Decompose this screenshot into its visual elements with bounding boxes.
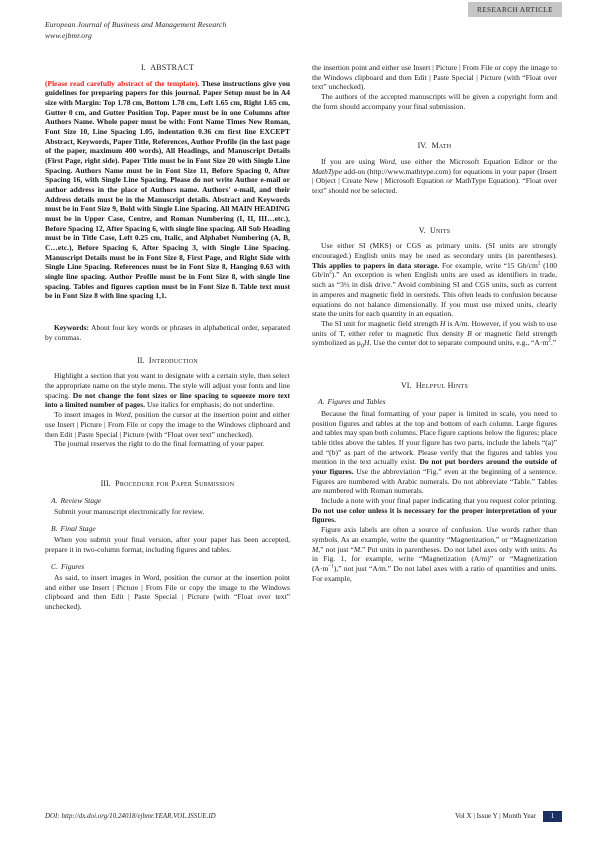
journal-url: www.ejbmr.org bbox=[45, 30, 92, 40]
hints-p1-part-a: Because the final formatting of your paper is limited in scale, you need to position figures and tables at the top and bottom of each column. Large figures and tables may span both columns. Place figure captions below the figures; place table titles above the tables. If your figure has two parts, include the labels “(a)” and “(b)” as part of the artwork. Please verify that the figures and tables you mention in the text actually exist. bbox=[312, 408, 557, 467]
subheading-figures-number: C. bbox=[51, 561, 58, 571]
units-symbol-H2: H bbox=[364, 338, 370, 348]
hints-p1-bold: Do not put borders around the outside of your figures. bbox=[312, 457, 557, 477]
keywords-text: About four key words or phrases in alphabetical order, separated by commas. bbox=[45, 323, 290, 342]
units-p2-part-b: is A/m. However, if you wish to use units of T, either refer to magnetic flux density bbox=[312, 318, 557, 338]
intro-paragraph-2 bbox=[45, 410, 290, 439]
math-p1-part-d: MathType Equation). “Float over text” should bbox=[312, 176, 557, 196]
heading-introduction-number: II. bbox=[137, 355, 145, 365]
units-symbol-B: B bbox=[467, 328, 472, 338]
heading-units-title: Units bbox=[429, 225, 451, 235]
subheading-final-stage-number: B. bbox=[51, 523, 58, 533]
heading-math bbox=[312, 141, 557, 151]
subheading-figures-tables-title: Figures and Tables bbox=[327, 397, 386, 407]
page-footer bbox=[45, 809, 562, 823]
math-word-italic: Word bbox=[379, 157, 395, 167]
heading-hints-number: VI. bbox=[400, 380, 412, 390]
research-article-badge: RESEARCH ARTICLE bbox=[468, 2, 562, 17]
units-paragraph-2 bbox=[312, 319, 557, 351]
units-p1-part-b: For example, write “15 Gb/cm bbox=[439, 260, 538, 270]
subheading-figures bbox=[51, 562, 290, 571]
math-p1-part-c: add-on (http://www.mathtype.com) for equations in your paper (Insert | Object | Create New | Microsoft Equation bbox=[312, 166, 557, 186]
hints-symbol-M2: M bbox=[353, 544, 361, 554]
units-p1-part-c: (100 Gb/in bbox=[312, 260, 557, 280]
footer-doi: DOI: http://dx.doi.org/10.24018/ejbmr.YEAR.VOL.ISSUE.ID bbox=[45, 812, 216, 820]
subheading-final-stage bbox=[51, 524, 290, 533]
hints-p3-part-a: Figure axis labels are often a source of confusion. Use words rather than symbols. As an example, write the quantity “Magnetization,” or “Magnetization bbox=[312, 525, 557, 544]
figures-paragraph-continued: the insertion point and either use Insert | Picture | From File or copy the image to the Windows clipboard and then Edit | Paste Special | Picture (with “Float over text” unchecked). bbox=[312, 63, 557, 92]
heading-units-number: V. bbox=[418, 225, 426, 235]
hints-p3-part-b: ,” not just “ bbox=[318, 544, 354, 554]
heading-abstract-title: ABSTRACT bbox=[150, 63, 194, 72]
hints-sup-minus1: −1 bbox=[328, 563, 334, 570]
subheading-figures-and-tables bbox=[318, 397, 557, 406]
units-p2-part-c: or magnetic field strength symbolized as μ bbox=[312, 328, 557, 348]
heading-procedure bbox=[45, 479, 290, 489]
left-column bbox=[45, 63, 290, 803]
units-sup-cm2: 2 bbox=[537, 260, 541, 267]
units-p2-part-a: The SI unit for magnetic field strength bbox=[321, 318, 440, 328]
hints-p3-part-d: ),” not just “A/m.” Do not label axes with a ratio of quantities and units. For example, bbox=[312, 563, 557, 583]
heading-abstract-number: I. bbox=[141, 63, 146, 72]
math-p1-part-b: , use either the Microsoft Equation Editor or the bbox=[394, 157, 557, 167]
hints-p2-part-a: Include a note with your final paper indicating that you request color printing. bbox=[321, 496, 557, 506]
math-or-italic: or bbox=[446, 176, 453, 186]
heading-introduction bbox=[45, 356, 290, 366]
math-not-italic: not bbox=[350, 186, 361, 196]
keywords-label: Keywords: bbox=[54, 323, 89, 333]
footer-volume-info: Vol X | Issue Y | Month Year bbox=[454, 812, 536, 820]
hints-p2-bold: Do not use color unless it is necessary for the proper interpretation of your figures. bbox=[312, 505, 557, 525]
intro-paragraph-3: The journal reserves the right to do the final formatting of your paper. bbox=[54, 439, 265, 449]
two-column-body bbox=[45, 63, 557, 803]
final-stage-paragraph: When you submit your final version, after your paper has been accepted, prepare it in two-column format, including figures and tables. bbox=[45, 535, 290, 554]
hints-paragraph-1 bbox=[312, 409, 557, 496]
heading-introduction-title: Introduction bbox=[148, 355, 198, 365]
subheading-review-stage bbox=[51, 496, 290, 505]
units-sup-m2: 2 bbox=[548, 337, 551, 344]
intro-p2-part-a: To insert images in bbox=[54, 410, 115, 420]
math-p1-part-e: be selected. bbox=[360, 186, 398, 196]
heading-procedure-title: Procedure for Paper Submission bbox=[115, 478, 235, 488]
figures-paragraph-partial: As said, to insert images in Word, position the cursor at the insertion point and either use Insert | Picture | From File or copy the image to the Windows clipboard and then Edit | Paste Special | Picture (with “Float over text” unchecked). bbox=[45, 573, 290, 612]
intro-p2-word-italic: Word bbox=[114, 410, 131, 420]
units-p1-part-d: ).” An exception is when English units are used as identifiers in trade, such as “3½ in disk drive.” Avoid combining SI and CGS units, such as current in amperes and magnetic field in oersteds. This often leads to confusion because equations do not balance dimensionally. If you must use mixed units, clearly state the units for each quantity in an equation. bbox=[312, 270, 557, 319]
review-stage-paragraph: Submit your manuscript electronically for review. bbox=[54, 507, 205, 516]
hints-paragraph-3 bbox=[312, 525, 557, 583]
journal-header bbox=[45, 20, 226, 42]
subheading-review-stage-title: Review Stage bbox=[60, 495, 102, 505]
hints-p1-part-b: Use the abbreviation “Fig.” even at the beginning of a sentence. Figures are numbered with Arabic numerals. Do not abbreviate “Table.” Tables are numbered with Roman numerals. bbox=[312, 467, 558, 496]
abstract-paragraph bbox=[45, 79, 290, 301]
math-paragraph bbox=[312, 157, 557, 196]
units-sub-zero: 0 bbox=[360, 342, 365, 350]
units-p1-bold: This applies to papers in data storage. bbox=[312, 260, 440, 270]
units-p2-part-e: .” bbox=[550, 338, 557, 348]
hints-paragraph-2 bbox=[312, 496, 557, 525]
footer-page-number: 1 bbox=[543, 811, 562, 822]
heading-hints-title: Helpful Hints bbox=[415, 380, 469, 390]
math-p1-part-a: If you are using bbox=[321, 157, 380, 167]
math-mathtype-italic: MathType bbox=[312, 166, 343, 176]
intro-p1-part-b: Use italics for emphasis; do not underline. bbox=[145, 400, 275, 410]
subheading-final-stage-title: Final Stage bbox=[60, 523, 96, 533]
subheading-figures-tables-number: A. bbox=[318, 397, 325, 407]
intro-p1-bold: Do not change the font sizes or line spacing to squeeze more text into a limited number of pages. bbox=[45, 390, 290, 410]
footer-volume-block bbox=[455, 811, 562, 822]
intro-p1-part-a: Highlight a section that you want to designate with a certain style, then select the appropriate name on the style menu. The style will adjust your fonts and line spacing. bbox=[45, 371, 290, 400]
hints-p3-part-c: .” Put units in parentheses. Do not label axes only with units. As in Fig. 1, for example, write “Magnetization (A/m)” or “Magnetization (A·m bbox=[312, 544, 557, 573]
intro-p2-part-b: , position the cursor at the insertion point and either use Insert | Picture | From File or copy the image to the Windows clipboard and then Edit | Paste Special | Picture (with “Float over text” unchecked). bbox=[45, 410, 290, 439]
subheading-figures-title: Figures bbox=[60, 561, 85, 571]
heading-procedure-number: III. bbox=[100, 478, 111, 488]
units-paragraph-1 bbox=[312, 241, 557, 319]
heading-math-title: Math bbox=[431, 141, 452, 151]
abstract-body-text: . These instructions give you guidelines for preparing papers for this journal. Paper Setup must be in A4 size with Margin: Top 1.78 cm, Bottom 1.78 cm, Left 1.65 cm, Right 1.65 cm, Gutter 0 cm, and Gutter Position Top. Paper must be in one Columns after Authors Name. Whole paper must be with: Font Name Times New Roman, Font Size 10, Line Spacing 1.05, indentation 0.36 cm first line EXCEPT Abstract, Keywords, Paper Title, References, Author Profile (in the last page of the paper, maximum 400 words), All Headings, and Manuscript Details (First Page, right side). Paper Title must be in Font Size 20 with Single Line Spacing. Authors Name must be in Font Size 11, Before Spacing 0, After Spacing 16, with Single Line Spacing. Please do not write Author e-mail or author address in the place of Authors name. Authors' e-mail, and their Address details must be in the Manuscript details. Abstract and Keywords must be in Font Size 9, Bold with Single Line Spacing. All MAIN HEADING must be in Upper Case, Centre, and Roman Numbering (I, II, III…etc.), Before Spacing 12, After Spacing 6, with single line spacing. All Sub Heading must be in Title Case, Left 0.25 cm, Italic, and Alphabet Numbering (A, B, C…etc.), Before Spacing 6, After Spacing 3, with Single Line Spacing. Manuscript Details must be in Font Size 8, First Page, and Right Side with Single Line Spacing. References must be in Font Size 8, Hanging 0.63 with single line spacing. Author Profile must be in Font Size 8, with single line spacing. Tables and figures caption must be in Font Size 8. Table text must be in Font Size 8 with line spacing 1,1. bbox=[45, 78, 290, 301]
heading-abstract bbox=[45, 63, 290, 73]
abstract-red-lead: (Please read carefully abstract of the template) bbox=[45, 78, 198, 88]
heading-helpful-hints bbox=[312, 381, 557, 391]
copyright-form-paragraph: The authors of the accepted manuscripts will be given a copyright form and the form should accompany your final submission. bbox=[312, 92, 557, 111]
units-p2-part-d: . Use the center dot to separate compound units, e.g., “A·m bbox=[369, 338, 549, 348]
units-p1-part-a: Use either SI (MKS) or CGS as primary units. (SI units are strongly encouraged.) English units may be used as secondary units (in parentheses). bbox=[312, 241, 557, 261]
units-sup-in2: 2 bbox=[329, 269, 332, 276]
right-column bbox=[312, 63, 557, 803]
keywords-paragraph bbox=[45, 323, 290, 343]
subheading-review-stage-number: A. bbox=[51, 495, 58, 505]
hints-symbol-M1: M bbox=[312, 544, 319, 554]
heading-units bbox=[312, 226, 557, 236]
intro-paragraph-1 bbox=[45, 371, 290, 410]
journal-name: European Journal of Business and Management Research bbox=[45, 20, 227, 29]
units-symbol-H: H bbox=[440, 318, 446, 328]
heading-math-number: IV. bbox=[417, 141, 428, 151]
